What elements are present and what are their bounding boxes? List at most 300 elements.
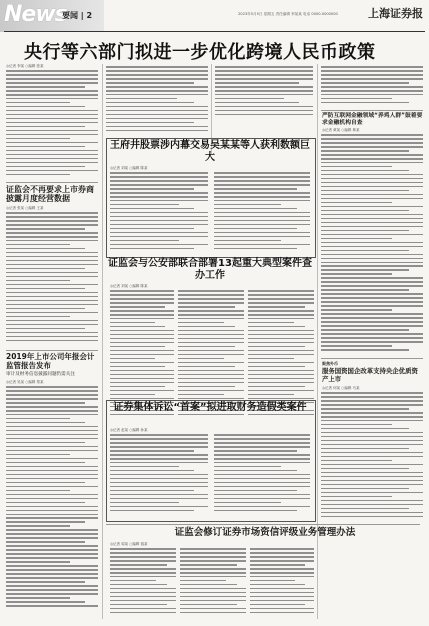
text-line bbox=[214, 172, 310, 174]
text-line bbox=[178, 306, 235, 308]
text-line bbox=[110, 378, 174, 380]
text-line bbox=[6, 398, 98, 400]
text-line bbox=[250, 584, 305, 586]
text-line bbox=[178, 310, 244, 312]
text-line bbox=[178, 354, 244, 356]
text-line bbox=[6, 110, 98, 112]
text-line bbox=[215, 66, 313, 68]
text-line bbox=[6, 561, 70, 563]
text-line bbox=[248, 290, 314, 292]
text-line bbox=[6, 446, 98, 448]
text-line bbox=[321, 416, 423, 418]
text-line bbox=[248, 302, 314, 304]
text-line bbox=[6, 336, 98, 338]
text-line bbox=[321, 301, 423, 303]
text-line bbox=[215, 102, 299, 104]
text-line bbox=[6, 406, 98, 408]
text-line bbox=[250, 604, 305, 606]
text-line bbox=[6, 434, 98, 436]
text-line bbox=[6, 506, 98, 508]
text-line bbox=[110, 592, 176, 594]
text-line bbox=[321, 496, 392, 498]
text-line bbox=[214, 188, 297, 190]
text-line bbox=[250, 608, 314, 610]
text-line bbox=[6, 498, 98, 500]
text-line bbox=[110, 382, 174, 384]
text-line bbox=[250, 588, 314, 590]
text-line bbox=[215, 82, 299, 84]
text-line bbox=[6, 122, 98, 124]
text-line bbox=[180, 552, 246, 554]
text-line bbox=[106, 110, 208, 112]
text-line bbox=[6, 517, 98, 519]
text-line bbox=[248, 358, 294, 360]
text-line bbox=[6, 422, 85, 424]
text-line bbox=[6, 236, 98, 238]
text-line bbox=[6, 525, 70, 527]
text-line bbox=[321, 277, 423, 279]
text-line bbox=[321, 337, 423, 339]
text-line bbox=[178, 378, 244, 380]
text-line bbox=[321, 404, 423, 406]
text-line bbox=[6, 438, 98, 440]
text-line bbox=[6, 288, 85, 290]
text-line bbox=[110, 434, 208, 436]
text-line bbox=[321, 500, 423, 502]
text-line bbox=[178, 386, 235, 388]
text-line bbox=[215, 74, 313, 76]
column-divider bbox=[102, 64, 103, 619]
text-line bbox=[6, 252, 98, 254]
text-line bbox=[178, 290, 244, 292]
text-line bbox=[321, 210, 409, 212]
text-line bbox=[321, 170, 409, 172]
text-line bbox=[180, 584, 237, 586]
lead-headline: 央行等六部门拟进一步优化跨境人民币政策 bbox=[24, 42, 376, 63]
text-line bbox=[110, 584, 167, 586]
text-line bbox=[321, 166, 392, 168]
lead-byline: ◎记者 李某 ○编辑 张某 bbox=[6, 64, 44, 68]
section-rule bbox=[321, 358, 423, 359]
text-line bbox=[248, 386, 305, 388]
text-line bbox=[106, 114, 208, 116]
text-line bbox=[214, 232, 310, 234]
text-line bbox=[214, 482, 310, 484]
text-line bbox=[6, 296, 98, 298]
text-line bbox=[110, 358, 155, 360]
text-line bbox=[321, 269, 409, 271]
text-line bbox=[214, 502, 281, 504]
text-line bbox=[321, 420, 423, 422]
text-line bbox=[248, 390, 314, 392]
text-line bbox=[110, 302, 174, 304]
text-line bbox=[321, 504, 423, 506]
text-line bbox=[6, 94, 98, 96]
text-line bbox=[6, 150, 98, 152]
text-line bbox=[178, 298, 244, 300]
text-line bbox=[321, 182, 423, 184]
text-line bbox=[321, 464, 423, 466]
text-line bbox=[6, 304, 98, 306]
text-line bbox=[248, 346, 305, 348]
text-line bbox=[6, 577, 98, 579]
story-byline: ◎记者 刘某 ○编辑 陈某 bbox=[110, 166, 148, 170]
text-line bbox=[180, 568, 246, 570]
text-line bbox=[6, 78, 98, 80]
text-line bbox=[110, 556, 176, 558]
text-line bbox=[321, 150, 409, 152]
text-line bbox=[180, 612, 246, 614]
text-line bbox=[180, 580, 226, 582]
text-line bbox=[321, 432, 423, 434]
text-line bbox=[6, 585, 98, 587]
text-line bbox=[214, 462, 310, 464]
text-line bbox=[250, 556, 314, 558]
text-line bbox=[6, 494, 98, 496]
text-line bbox=[248, 366, 305, 368]
text-line bbox=[110, 334, 174, 336]
text-line bbox=[6, 521, 85, 523]
text-line bbox=[110, 510, 194, 512]
text-line bbox=[248, 362, 314, 364]
text-line bbox=[321, 492, 423, 494]
text-line bbox=[321, 178, 423, 180]
text-line bbox=[6, 490, 70, 492]
text-line bbox=[321, 289, 409, 291]
masthead-meta: 2023年5月5日 星期五 责任编辑 李某某 电话 0000-0000000 bbox=[238, 12, 338, 16]
text-line bbox=[6, 414, 98, 416]
text-line bbox=[110, 572, 176, 574]
text-line bbox=[178, 302, 244, 304]
text-line bbox=[6, 272, 98, 274]
text-line bbox=[214, 216, 310, 218]
text-line bbox=[321, 305, 423, 307]
text-line bbox=[321, 258, 423, 260]
text-line bbox=[321, 317, 423, 319]
text-line bbox=[6, 90, 98, 92]
text-line bbox=[250, 576, 314, 578]
text-line bbox=[6, 134, 98, 136]
text-line bbox=[214, 450, 297, 452]
story-body bbox=[321, 134, 423, 356]
text-line bbox=[321, 456, 423, 458]
text-line bbox=[250, 596, 314, 598]
text-line bbox=[6, 450, 98, 452]
text-line bbox=[110, 208, 194, 210]
text-line bbox=[110, 450, 194, 452]
text-line bbox=[321, 202, 392, 204]
text-line bbox=[321, 146, 423, 148]
text-line bbox=[6, 553, 98, 555]
section-rule bbox=[6, 182, 98, 183]
text-line bbox=[6, 605, 98, 607]
text-line bbox=[180, 608, 246, 610]
text-line bbox=[214, 200, 310, 202]
text-line bbox=[6, 244, 70, 246]
text-line bbox=[321, 329, 409, 331]
text-line bbox=[6, 260, 98, 262]
text-line bbox=[6, 589, 98, 591]
story-body bbox=[321, 392, 423, 520]
text-line bbox=[214, 466, 281, 468]
text-line bbox=[248, 334, 314, 336]
text-line bbox=[178, 394, 224, 396]
story-headline: 严防互联网金融领域“养鸡人群”鼓着要求金融机构自查 bbox=[322, 113, 423, 126]
story-body bbox=[110, 172, 208, 252]
text-line bbox=[6, 114, 98, 116]
text-line bbox=[248, 394, 294, 396]
text-line bbox=[6, 529, 98, 531]
text-line bbox=[321, 134, 423, 136]
text-line bbox=[6, 581, 85, 583]
text-line bbox=[248, 342, 314, 344]
text-line bbox=[6, 276, 98, 278]
story-body bbox=[110, 434, 208, 516]
text-line bbox=[321, 78, 423, 80]
text-line bbox=[215, 94, 313, 96]
text-line bbox=[321, 190, 409, 192]
text-line bbox=[110, 552, 176, 554]
text-line bbox=[214, 244, 310, 246]
text-line bbox=[321, 508, 409, 510]
text-line bbox=[6, 549, 98, 551]
text-line bbox=[6, 541, 85, 543]
text-line bbox=[6, 514, 98, 516]
text-line bbox=[321, 436, 423, 438]
text-line bbox=[248, 306, 305, 308]
text-line bbox=[321, 484, 423, 486]
text-line bbox=[6, 248, 85, 250]
text-line bbox=[6, 146, 85, 148]
text-line bbox=[321, 250, 409, 252]
text-line bbox=[248, 294, 314, 296]
text-line bbox=[215, 78, 313, 80]
text-line bbox=[248, 354, 314, 356]
text-line bbox=[214, 212, 310, 214]
text-line bbox=[321, 321, 423, 323]
text-line bbox=[110, 442, 208, 444]
text-line bbox=[214, 180, 310, 182]
story-byline: ◎记者 周某 ○编辑 钱某 bbox=[110, 542, 148, 546]
story-byline: ◎记者 何某 ○编辑 马某 bbox=[322, 386, 360, 390]
text-line bbox=[110, 370, 174, 372]
text-line bbox=[321, 142, 423, 144]
text-line bbox=[180, 604, 237, 606]
text-line bbox=[321, 325, 423, 327]
text-line bbox=[110, 474, 208, 476]
story-body bbox=[250, 548, 314, 618]
text-line bbox=[321, 297, 423, 299]
text-line bbox=[6, 212, 98, 214]
story-body bbox=[180, 548, 246, 618]
text-line bbox=[178, 338, 244, 340]
text-line bbox=[180, 560, 246, 562]
text-line bbox=[6, 268, 85, 270]
text-line bbox=[321, 174, 423, 176]
text-line bbox=[110, 588, 176, 590]
text-line bbox=[321, 82, 409, 84]
text-line bbox=[6, 220, 98, 222]
text-line bbox=[178, 318, 244, 320]
text-line bbox=[178, 382, 244, 384]
text-line bbox=[250, 580, 295, 582]
story-byline: ◎记者 赵某 ○编辑 孙某 bbox=[110, 428, 148, 432]
text-line bbox=[110, 374, 174, 376]
text-line bbox=[250, 572, 314, 574]
text-line bbox=[178, 342, 244, 344]
story-body bbox=[214, 434, 310, 516]
text-line bbox=[6, 118, 98, 120]
text-line bbox=[6, 386, 98, 388]
text-line bbox=[321, 206, 423, 208]
text-line bbox=[321, 254, 423, 256]
text-line bbox=[215, 70, 313, 72]
text-line bbox=[6, 240, 98, 242]
text-line bbox=[6, 454, 70, 456]
text-line bbox=[250, 552, 314, 554]
text-line bbox=[6, 166, 85, 168]
text-line bbox=[321, 230, 409, 232]
text-line bbox=[178, 294, 244, 296]
text-line bbox=[106, 74, 208, 76]
text-line bbox=[6, 142, 98, 144]
text-line bbox=[321, 246, 423, 248]
text-line bbox=[110, 236, 208, 238]
text-line bbox=[248, 370, 314, 372]
text-line bbox=[178, 346, 235, 348]
text-line bbox=[6, 332, 98, 334]
text-line bbox=[6, 300, 98, 302]
text-line bbox=[110, 438, 208, 440]
text-line bbox=[250, 548, 314, 550]
text-line bbox=[180, 572, 246, 574]
text-line bbox=[106, 130, 208, 132]
text-line bbox=[321, 186, 423, 188]
text-line bbox=[321, 265, 423, 267]
text-line bbox=[6, 458, 98, 460]
text-line bbox=[110, 576, 176, 578]
section-rule bbox=[6, 350, 98, 351]
text-line bbox=[110, 216, 208, 218]
text-line bbox=[180, 596, 246, 598]
text-line bbox=[321, 70, 423, 72]
text-line bbox=[214, 236, 310, 238]
text-line bbox=[110, 548, 176, 550]
text-line bbox=[248, 374, 314, 376]
text-line bbox=[6, 280, 70, 282]
text-line bbox=[214, 474, 310, 476]
text-line bbox=[6, 316, 70, 318]
text-line bbox=[178, 366, 235, 368]
masthead-logo: News bbox=[4, 2, 67, 27]
text-line bbox=[110, 390, 174, 392]
text-line bbox=[110, 204, 179, 206]
text-line bbox=[110, 466, 179, 468]
text-line bbox=[321, 158, 423, 160]
text-line bbox=[110, 314, 174, 316]
text-line bbox=[214, 478, 310, 480]
text-line bbox=[110, 612, 176, 614]
text-line bbox=[248, 298, 314, 300]
text-line bbox=[321, 154, 423, 156]
story-body bbox=[6, 386, 98, 611]
text-line bbox=[321, 313, 423, 315]
text-line bbox=[110, 196, 208, 198]
story-headline: 2019年上市公司年报会计监管报告发布 bbox=[6, 352, 95, 370]
text-line bbox=[110, 180, 208, 182]
text-line bbox=[110, 478, 208, 480]
text-line bbox=[214, 228, 297, 230]
text-line bbox=[106, 106, 208, 108]
text-line bbox=[110, 600, 176, 602]
text-line bbox=[106, 66, 208, 68]
text-line bbox=[6, 593, 98, 595]
text-line bbox=[6, 474, 98, 476]
text-line bbox=[321, 238, 392, 240]
text-line bbox=[321, 448, 409, 450]
story-headline: 证监会不再要求上市券商披露月度经营数据 bbox=[6, 185, 94, 204]
text-line bbox=[6, 426, 98, 428]
text-line bbox=[248, 398, 314, 400]
text-line bbox=[214, 446, 310, 448]
text-line bbox=[321, 480, 423, 482]
text-line bbox=[321, 285, 423, 287]
text-line bbox=[110, 398, 174, 400]
text-line bbox=[321, 345, 392, 347]
text-line bbox=[110, 490, 194, 492]
text-line bbox=[110, 604, 167, 606]
text-line bbox=[6, 130, 98, 132]
text-line bbox=[110, 502, 179, 504]
text-line bbox=[248, 382, 314, 384]
text-line bbox=[321, 194, 423, 196]
text-line bbox=[214, 196, 310, 198]
text-line bbox=[6, 308, 85, 310]
masthead-rule bbox=[4, 31, 425, 32]
text-line bbox=[178, 330, 244, 332]
story-byline: ◎记者 吴某 ○编辑 郑某 bbox=[6, 380, 44, 384]
text-line bbox=[6, 158, 98, 160]
text-line bbox=[110, 354, 174, 356]
text-line bbox=[178, 350, 244, 352]
text-line bbox=[6, 557, 98, 559]
text-line bbox=[321, 488, 409, 490]
text-line bbox=[321, 452, 423, 454]
lead-body-col4 bbox=[321, 66, 423, 106]
text-line bbox=[321, 476, 423, 478]
text-line bbox=[6, 86, 85, 88]
text-line bbox=[110, 482, 208, 484]
text-line bbox=[178, 398, 244, 400]
text-line bbox=[110, 486, 208, 488]
section-rule bbox=[106, 524, 420, 525]
story-body bbox=[214, 172, 310, 252]
text-line bbox=[6, 573, 98, 575]
text-line bbox=[6, 154, 98, 156]
text-line bbox=[321, 98, 392, 100]
text-line bbox=[6, 70, 98, 72]
text-line bbox=[6, 102, 70, 104]
text-line bbox=[110, 394, 155, 396]
text-line bbox=[248, 310, 314, 312]
text-line bbox=[214, 224, 310, 226]
text-line bbox=[178, 322, 224, 324]
text-line bbox=[106, 102, 194, 104]
text-line bbox=[106, 94, 208, 96]
text-line bbox=[6, 292, 98, 294]
story-headline: 服务国资国企改革支持央企优质资产上市 bbox=[322, 367, 418, 383]
text-line bbox=[178, 314, 244, 316]
